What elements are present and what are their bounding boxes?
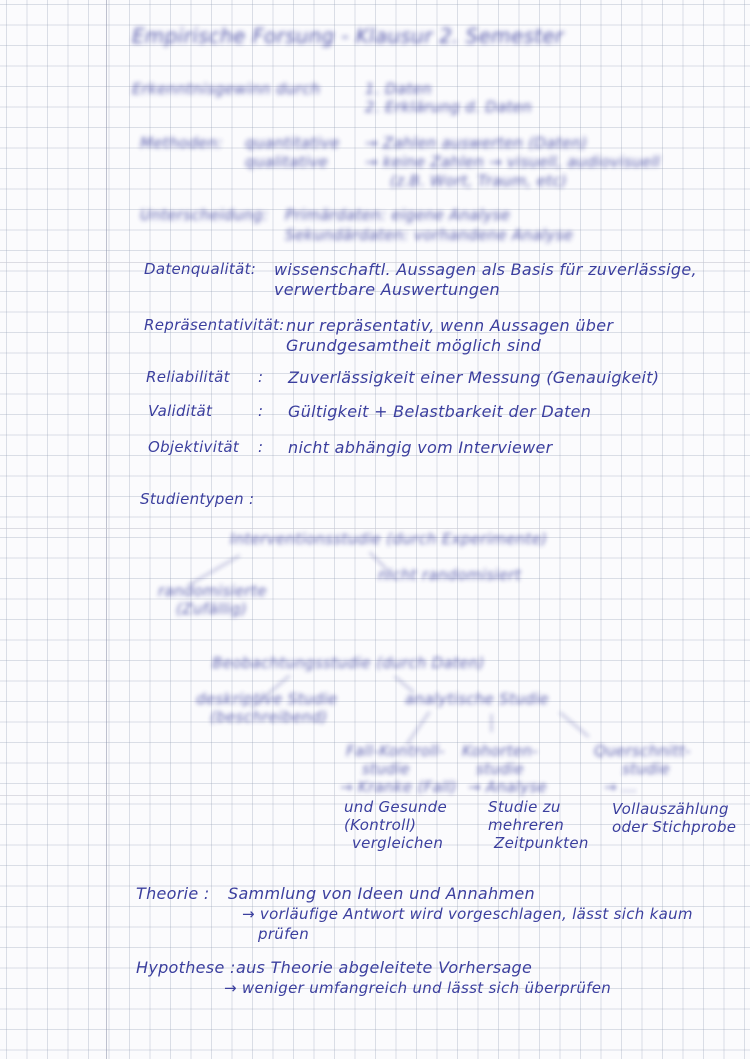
definition-term: Repräsentativität: xyxy=(144,316,285,334)
unterscheidung-item: Primärdaten: eigene Analyse xyxy=(285,206,511,224)
hypothese-term: Hypothese : xyxy=(136,958,236,977)
tree-leaf: studie xyxy=(476,760,524,778)
definition-term: Reliabilität xyxy=(146,368,230,386)
methoden-type: quantitative xyxy=(245,134,340,152)
methoden-type: qualitative xyxy=(245,153,329,171)
tree-leaf: Fall-Kontroll- xyxy=(346,742,445,760)
leaf-text: oder Stichprobe xyxy=(612,818,737,836)
tree-leaf: → Analyse xyxy=(468,778,548,796)
definition-text: Zuverlässigkeit einer Messung (Genauigkeit) xyxy=(288,368,660,387)
tree-branch xyxy=(559,712,589,737)
tree-node: (beschreibend) xyxy=(210,708,328,726)
tree-leaf: studie xyxy=(362,760,410,778)
tree-root: Interventionsstudie (durch Experimente) xyxy=(230,530,548,548)
tree-node: deskriptive Studie xyxy=(196,690,338,708)
methoden-desc: (z.B. Wort, Traum, etc) xyxy=(390,172,568,190)
definition-text: wissenschaftl. Aussagen als Basis für zuverlässige, xyxy=(274,260,697,279)
definition-text: Grundgesamtheit möglich sind xyxy=(286,336,542,355)
tree-branch xyxy=(406,711,430,744)
definition-sep: : xyxy=(258,402,264,420)
erkenntnis-item: 1. Daten xyxy=(365,80,432,98)
leaf-text: Vollauszählung xyxy=(612,800,729,818)
definition-sep: : xyxy=(258,368,264,386)
erkenntnis-item: 2. Erklärung d. Daten xyxy=(365,98,532,116)
tree-leaf: Querschnitt- xyxy=(594,742,691,760)
leaf-text: (Kontroll) xyxy=(344,816,417,834)
methoden-label: Methoden: xyxy=(140,134,223,152)
definition-text: verwertbare Auswertungen xyxy=(274,280,500,299)
definition-term: Objektivität xyxy=(148,438,240,456)
definition-text: nicht abhängig vom Interviewer xyxy=(288,438,553,457)
tree-node: (Zufällig) xyxy=(176,600,247,618)
tree-node: randomisierte xyxy=(158,582,267,600)
leaf-text: Studie zu xyxy=(488,798,561,816)
leaf-text: vergleichen xyxy=(352,834,444,852)
page-title: Empirische Forsung - Klausur 2. Semester xyxy=(132,24,564,48)
methoden-desc: → Zahlen auswerten (Daten) xyxy=(365,134,588,152)
tree-node: analytische Studie xyxy=(405,690,549,708)
tree-node: nicht randomisiert xyxy=(378,566,522,584)
definition-term: Validität xyxy=(148,402,213,420)
definition-text: Gültigkeit + Belastbarkeit der Daten xyxy=(288,402,592,421)
tree-obs-root: Beobachtungsstudie (durch Daten) xyxy=(212,654,485,672)
theorie-term: Theorie : xyxy=(136,884,210,903)
studientypen-label: Studientypen : xyxy=(140,490,255,508)
strip-divider xyxy=(0,528,750,529)
tree-leaf: Kohorten- xyxy=(462,742,539,760)
leaf-text: und Gesunde xyxy=(344,798,448,816)
tree-leaf: studie xyxy=(622,760,670,778)
definition-sep: : xyxy=(258,438,264,456)
unterscheidung-item: Sekundärdaten: vorhandene Analyse xyxy=(285,226,574,244)
hypothese-text: aus Theorie abgeleitete Vorhersage xyxy=(236,958,533,977)
leaf-text: mehreren xyxy=(488,816,565,834)
definition-term: Datenqualität: xyxy=(144,260,257,278)
tree-leaf: → ... xyxy=(604,778,638,796)
margin-line xyxy=(106,0,107,1059)
definition-text: nur repräsentativ, wenn Aussagen über xyxy=(286,316,614,335)
hypothese-text: → weniger umfangreich und lässt sich überprüfen xyxy=(224,979,612,997)
unterscheidung-label: Unterscheidung: xyxy=(140,206,269,224)
tree-leaf: → Kranke (Fall) xyxy=(340,778,458,796)
methoden-desc: → keine Zahlen → visuell, audiovisuell xyxy=(365,153,661,171)
theorie-text: prüfen xyxy=(258,925,310,943)
theorie-text: Sammlung von Ideen und Annahmen xyxy=(228,884,535,903)
leaf-text: Zeitpunkten xyxy=(494,834,589,852)
theorie-text: → vorläufige Antwort wird vorgeschlagen, lässt sich kaum xyxy=(242,905,693,923)
tree-branch xyxy=(491,714,492,732)
erkenntnis-label: Erkenntnisgewinn durch xyxy=(132,80,321,98)
